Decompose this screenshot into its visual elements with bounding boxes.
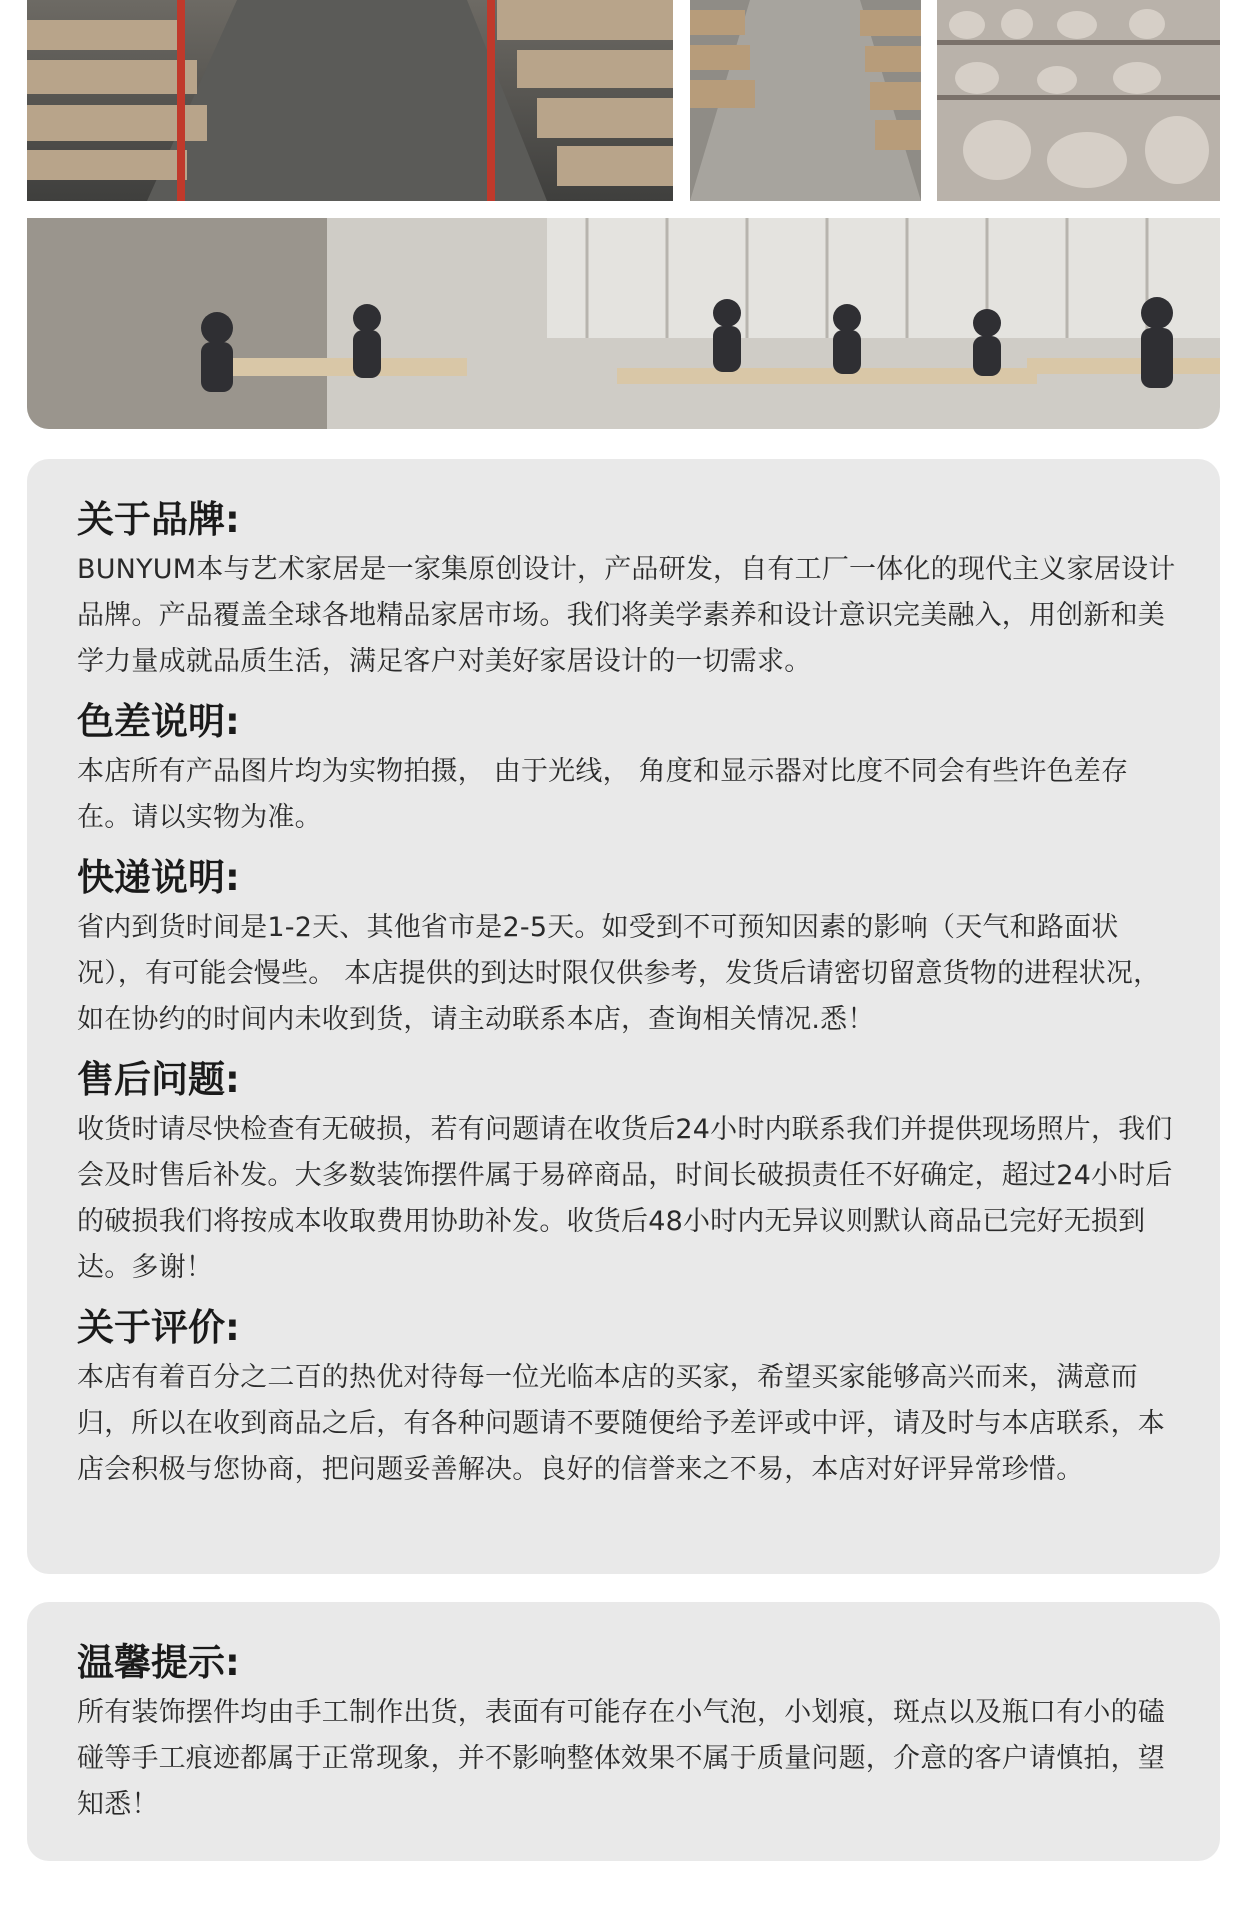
warm-tip-panel bbox=[27, 1602, 1220, 1861]
warehouse-aisle-photo bbox=[690, 0, 921, 201]
section-heading: 关于评价: bbox=[77, 1306, 240, 1349]
open-study-hall-photo bbox=[27, 218, 1220, 429]
section-heading: 快递说明: bbox=[77, 856, 240, 899]
section-heading: 关于品牌: bbox=[77, 498, 240, 541]
review-section bbox=[77, 1303, 1176, 1493]
section-body: 收货时请尽快检查有无破损，若有问题请在收货后24小时内联系我们并提供现场照片，我们会及时售后补发。大多数装饰摆件属于易碎商品，时间长破损责任不好确定，超过24小时后的破损我们将按成本收取费用协助补发。收货后48小时内无异议则默认商品已完好无损到达。多谢！ bbox=[77, 1114, 1173, 1283]
color-difference-section bbox=[77, 697, 1176, 841]
pottery-storage-photo bbox=[937, 0, 1220, 201]
brand-section bbox=[77, 495, 1176, 685]
tip-body: 所有装饰摆件均由手工制作出货，表面有可能存在小气泡，小划痕，斑点以及瓶口有小的磕碰等手工痕迹都属于正常现象，并不影响整体效果不属于质量问题，介意的客户请慎拍，望知悉！ bbox=[77, 1697, 1165, 1820]
section-body: 省内到货时间是1-2天、其他省市是2-5天。如受到不可预知因素的影响（天气和路面状况），有可能会慢些。 本店提供的到达时限仅供参考，发货后请密切留意货物的进程状况，如在协约的时间内未收到货，请主动联系本店，查询相关情况.悉！ bbox=[77, 912, 1161, 1035]
section-body: BUNYUM本与艺术家居是一家集原创设计，产品研发，自有工厂一体化的现代主义家居设计品牌。产品覆盖全球各地精品家居市场。我们将美学素养和设计意识完美融入，用创新和美学力量成就品质生活，满足客户对美好家居设计的一切需求。 bbox=[77, 554, 1176, 677]
section-body: 本店所有产品图片均为实物拍摄， 由于光线， 角度和显示器对比度不同会有些许色差存在。请以实物为准。 bbox=[77, 756, 1129, 833]
section-heading: 色差说明: bbox=[77, 700, 240, 743]
section-heading: 售后问题: bbox=[77, 1058, 240, 1101]
warehouse-shelves-photo bbox=[27, 0, 673, 201]
tip-heading: 温馨提示: bbox=[77, 1641, 240, 1684]
after-sales-section bbox=[77, 1055, 1176, 1291]
store-info-panel bbox=[27, 459, 1220, 1574]
section-body: 本店有着百分之二百的热优对待每一位光临本店的买家，希望买家能够高兴而来，满意而归，所以在收到商品之后，有各种问题请不要随便给予差评或中评，请及时与本店联系，本店会积极与您协商，把问题妥善解决。良好的信誉来之不易，本店对好评异常珍惜。 bbox=[77, 1362, 1165, 1485]
tip-section bbox=[77, 1638, 1176, 1828]
shipping-section bbox=[77, 853, 1176, 1043]
